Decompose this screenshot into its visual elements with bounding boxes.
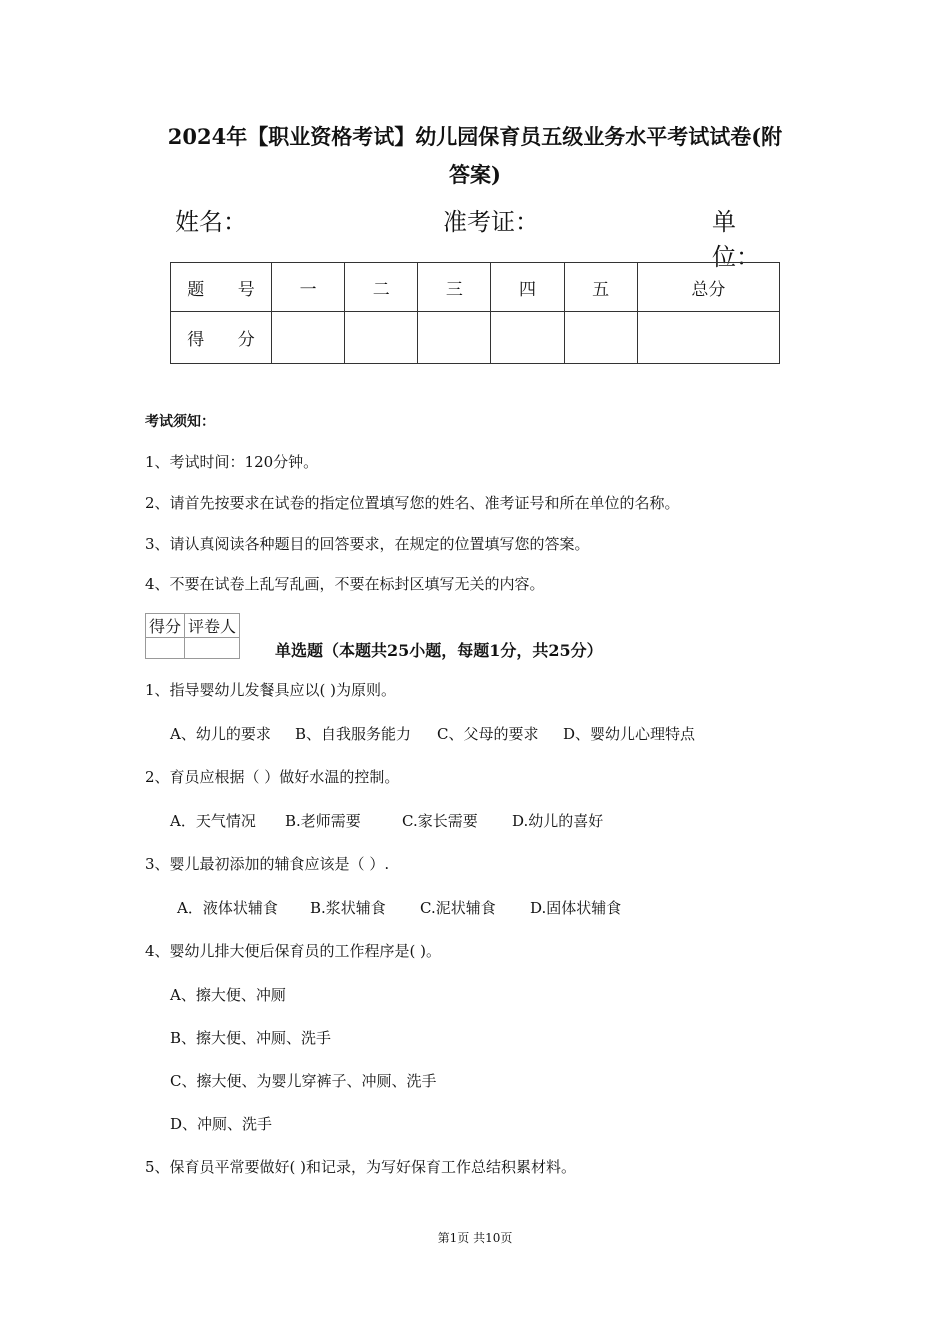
question-2-option-b: B.老师需要 <box>285 812 361 830</box>
question-4-option-d: D、冲厕、洗手 <box>170 1115 273 1133</box>
score-table-col-2: 二 <box>345 263 418 312</box>
score-cell[interactable] <box>272 312 345 364</box>
score-table-score-label: 得 分 <box>171 312 272 364</box>
notice-item: 3、请认真阅读各种题目的回答要求，在规定的位置填写您的答案。 <box>145 535 590 553</box>
score-cell[interactable] <box>637 312 779 364</box>
score-table-col-1: 一 <box>272 263 345 312</box>
candidate-info <box>175 202 780 271</box>
question-2-option-a: A．天气情况 <box>170 812 256 830</box>
grader-box-score-label: 得分 <box>146 614 185 638</box>
page-title <box>150 118 800 194</box>
notice-title: 考试须知： <box>145 414 215 430</box>
question-1-option-b: B、自我服务能力 <box>295 725 412 743</box>
question-2-option-c: C.家长需要 <box>402 812 478 830</box>
unit-label: 单位： <box>712 208 760 271</box>
question-1: 1、指导婴幼儿发餐具应以( )为原则。 <box>145 681 397 699</box>
exam-id-label: 准考证： <box>443 208 539 236</box>
grader-box-cell[interactable] <box>146 638 185 659</box>
score-cell[interactable] <box>491 312 564 364</box>
question-3: 3、婴儿最初添加的辅食应该是（ ）. <box>145 855 390 873</box>
score-cell[interactable] <box>345 312 418 364</box>
question-2-option-d: D.幼儿的喜好 <box>512 812 604 830</box>
question-1-option-a: A、幼儿的要求 <box>170 725 271 743</box>
score-cell[interactable] <box>418 312 491 364</box>
question-2: 2、育员应根据（ ）做好水温的控制。 <box>145 768 400 786</box>
section-title: 单选题（本题共25小题，每题1分，共25分） <box>275 641 603 660</box>
question-3-option-b: B.浆状辅食 <box>310 899 386 917</box>
score-table-col-3: 三 <box>418 263 491 312</box>
grader-box-grader-label: 评卷人 <box>185 614 240 638</box>
question-4-option-a: A、擦大便、冲厕 <box>170 986 286 1004</box>
question-1-option-d: D、婴幼儿心理特点 <box>563 725 696 743</box>
question-3-option-d: D.固体状辅食 <box>530 899 622 917</box>
name-label: 姓名： <box>175 208 247 236</box>
notice-item: 4、不要在试卷上乱写乱画，不要在标封区填写无关的内容。 <box>145 575 545 593</box>
page-footer: 第1页 共10页 <box>437 1231 513 1245</box>
score-table-col-total: 总分 <box>637 263 779 312</box>
grader-box <box>145 613 240 659</box>
question-3-option-c: C.泥状辅食 <box>420 899 496 917</box>
score-table-col-4: 四 <box>491 263 564 312</box>
notice-item: 1、考试时间：120分钟。 <box>145 453 319 471</box>
question-5: 5、保育员平常要做好( )和记录，为写好保育工作总结积累材料。 <box>145 1158 577 1176</box>
score-table-col-5: 五 <box>564 263 637 312</box>
score-cell[interactable] <box>564 312 637 364</box>
grader-box-cell[interactable] <box>185 638 240 659</box>
question-4-option-c: C、擦大便、为婴儿穿裤子、冲厕、洗手 <box>170 1072 437 1090</box>
question-4: 4、婴幼儿排大便后保育员的工作程序是( )。 <box>145 942 442 960</box>
score-table-header-label: 题 号 <box>171 263 272 312</box>
question-4-option-b: B、擦大便、冲厕、洗手 <box>170 1029 332 1047</box>
title-line-1: 2024年【职业资格考试】幼儿园保育员五级业务水平考试试卷(附 <box>167 124 783 149</box>
title-line-2: 答案) <box>449 162 501 187</box>
question-3-option-a: A．液体状辅食 <box>177 899 278 917</box>
notice-item: 2、请首先按要求在试卷的指定位置填写您的姓名、准考证号和所在单位的名称。 <box>145 494 680 512</box>
score-table <box>170 262 780 364</box>
question-1-option-c: C、父母的要求 <box>437 725 539 743</box>
